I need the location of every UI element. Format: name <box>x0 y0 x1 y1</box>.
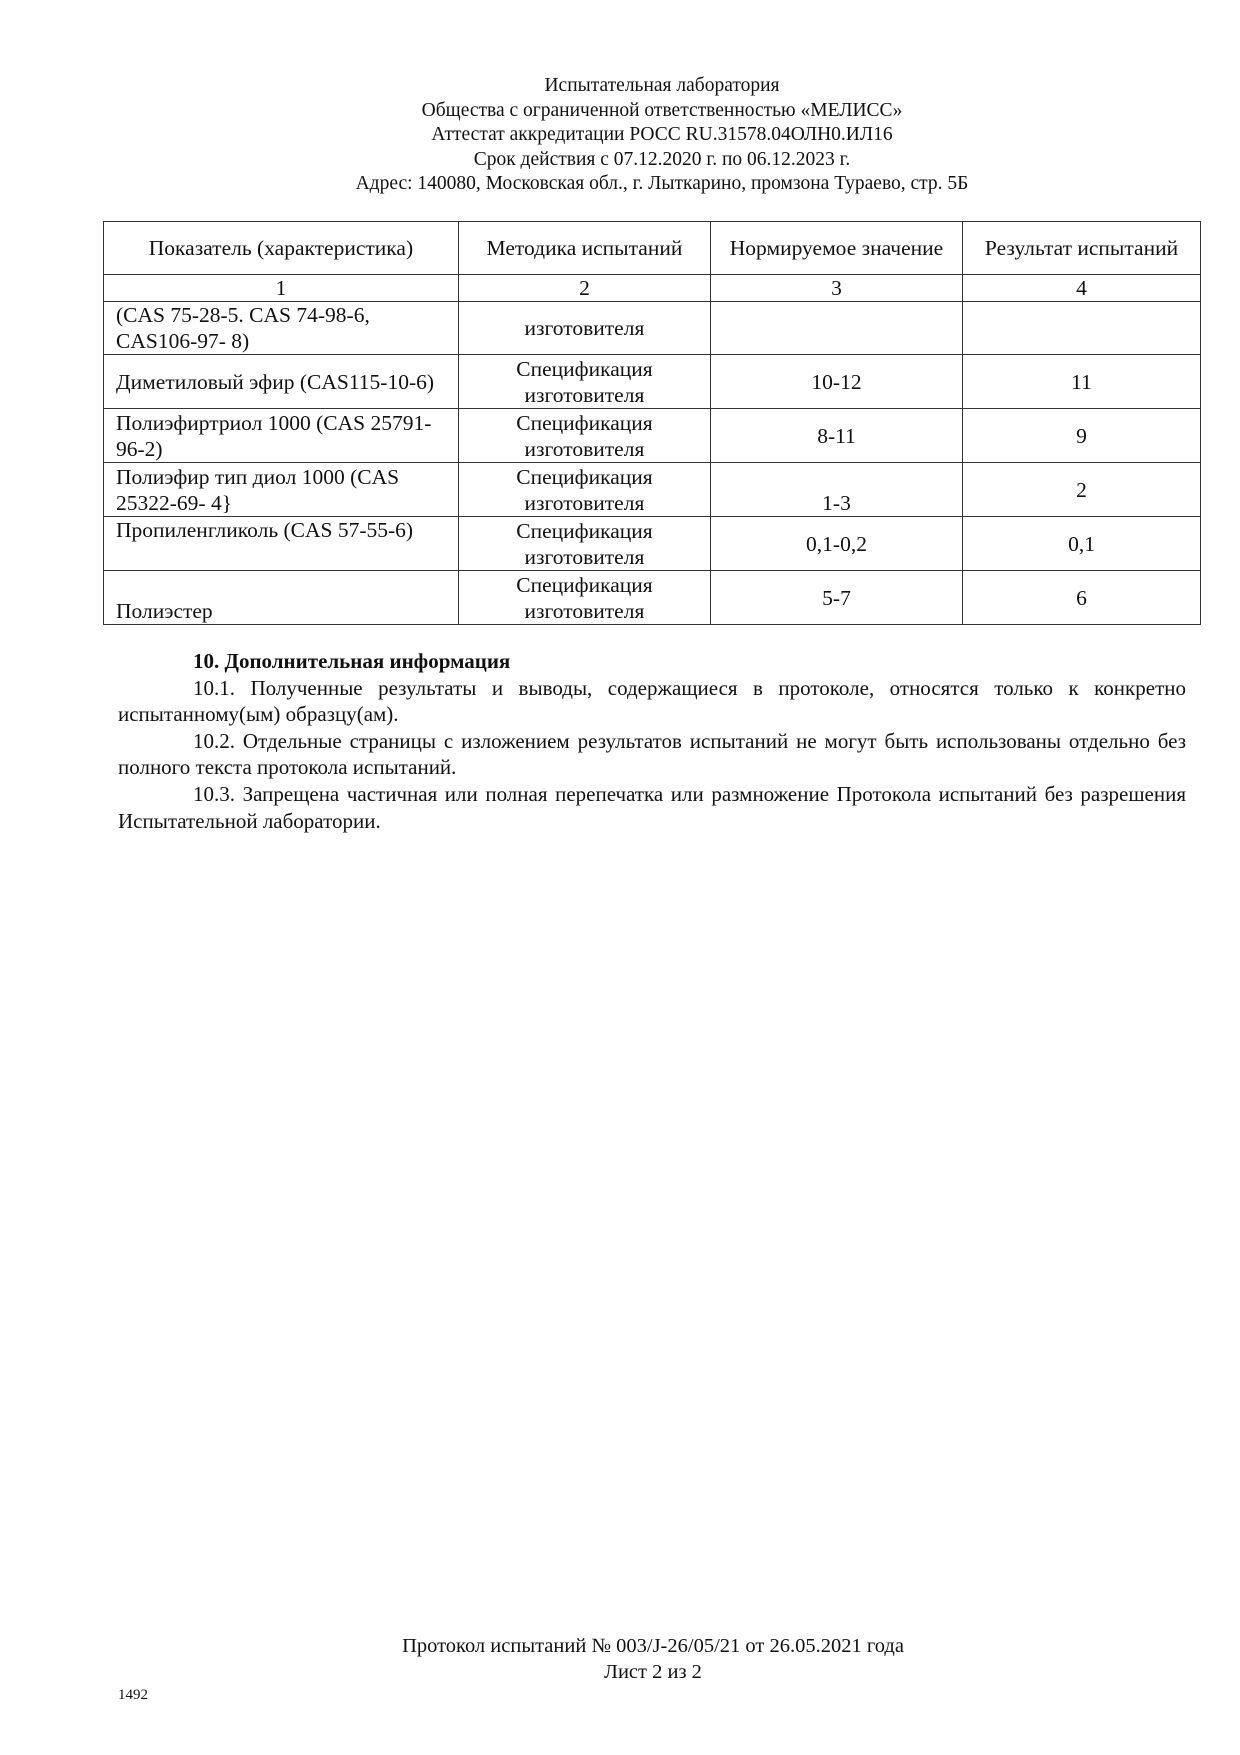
results-table <box>103 221 1201 625</box>
page-footer <box>0 1634 1240 1685</box>
column-numbers-row <box>104 275 1201 302</box>
sheet-number: Лист 2 из 2 <box>604 1660 702 1683</box>
additional-info-section <box>118 648 1186 834</box>
table-header-row <box>104 222 1201 275</box>
indicator-cell: Пропиленгликоль (CAS 57-55-6) <box>104 517 459 571</box>
company-name: Общества с ограниченной ответственностью «МЕЛИСС» <box>421 99 903 121</box>
norm-cell: 5-7 <box>710 571 962 625</box>
norm-cell: 1-3 <box>710 463 962 517</box>
norm-cell <box>710 302 962 355</box>
result-cell: 2 <box>963 463 1201 517</box>
norm-cell: 0,1-0,2 <box>710 517 962 571</box>
column-number: 3 <box>710 275 962 302</box>
result-cell: 6 <box>963 571 1201 625</box>
indicator-cell: Диметиловый эфир (CAS115-10-6) <box>104 355 459 409</box>
column-number: 4 <box>963 275 1201 302</box>
accreditation-certificate: Аттестат аккредитации РОСС RU.31578.04ОЛН0.ИЛ16 <box>431 124 893 146</box>
page-id: 1492 <box>118 1687 148 1703</box>
method-cell: изготовителя <box>458 302 710 355</box>
method-cell: Спецификация изготовителя <box>458 463 710 517</box>
column-header-indicator: Показатель (характеристика) <box>104 222 459 275</box>
result-cell <box>963 302 1201 355</box>
method-cell: Спецификация изготовителя <box>458 517 710 571</box>
column-number: 2 <box>458 275 710 302</box>
validity-period: Срок действия с 07.12.2020 г. по 06.12.2023 г. <box>473 148 851 170</box>
indicator-cell: Полиэстер <box>104 571 459 625</box>
table-row <box>104 463 1201 517</box>
result-cell: 0,1 <box>963 517 1201 571</box>
lab-address: Адрес: 140080, Московская обл., г. Лыткарино, промзона Тураево, стр. 5Б <box>355 173 969 195</box>
note-paragraph: 10.3. Запрещена частичная или полная перепечатка или размножение Протокола испытаний без разрешения Испытательной лаборатории. <box>118 781 1186 833</box>
method-cell: Спецификация изготовителя <box>458 409 710 463</box>
column-header-method: Методика испытаний <box>458 222 710 275</box>
section-title: 10. Дополнительная информация <box>193 649 511 673</box>
method-cell: Спецификация изготовителя <box>458 355 710 409</box>
column-header-norm: Нормируемое значение <box>710 222 962 275</box>
column-header-result: Результат испытаний <box>963 222 1201 275</box>
table-row <box>104 517 1201 571</box>
table-row <box>104 355 1201 409</box>
result-cell: 9 <box>963 409 1201 463</box>
norm-cell: 10-12 <box>710 355 962 409</box>
method-cell: Спецификация изготовителя <box>458 571 710 625</box>
lab-header <box>0 74 1240 197</box>
table-row <box>104 409 1201 463</box>
indicator-cell: (CAS 75-28-5. CAS 74-98-6, CAS106-97- 8) <box>104 302 459 355</box>
table-row <box>104 571 1201 625</box>
result-cell: 11 <box>963 355 1201 409</box>
norm-cell: 8-11 <box>710 409 962 463</box>
note-paragraph: 10.2. Отдельные страницы с изложением результатов испытаний не могут быть использованы отдельно без полного текста протокола испытаний. <box>118 728 1186 780</box>
note-paragraph: 10.1. Полученные результаты и выводы, содержащиеся в протоколе, относятся только к конкретно испытанному(ым) образцу(ам). <box>118 675 1186 727</box>
protocol-reference: Протокол испытаний № 003/J-26/05/21 от 26.05.2021 года <box>402 1635 904 1657</box>
column-number: 1 <box>104 275 459 302</box>
indicator-cell: Полиэфиртриол 1000 (CAS 25791-96-2) <box>104 409 459 463</box>
indicator-cell: Полиэфир тип диол 1000 (CAS 25322-69- 4} <box>104 463 459 517</box>
lab-name: Испытательная лаборатория <box>544 75 780 96</box>
table-row <box>104 302 1201 355</box>
